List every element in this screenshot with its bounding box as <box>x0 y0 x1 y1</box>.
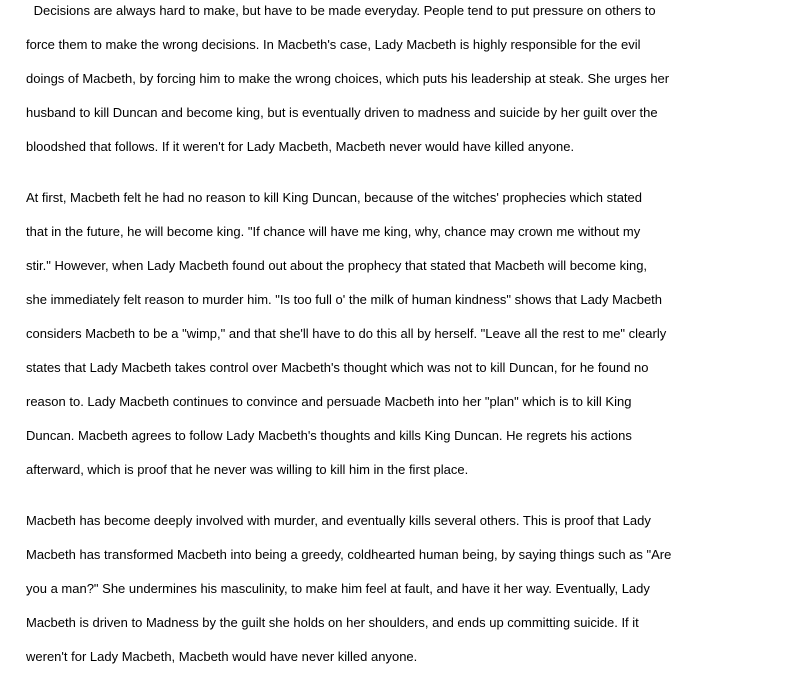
paragraph-1-line-2: force them to make the wrong decisions. In Macbeth's case, Lady Macbeth is highly responsible for the evil <box>26 37 641 52</box>
paragraph-2-line-8: Duncan. Macbeth agrees to follow Lady Macbeth's thoughts and kills King Duncan. He regrets his actions <box>26 428 632 443</box>
paragraph-2-line-9: afterward, which is proof that he never was willing to kill him in the first place. <box>26 462 469 477</box>
paragraph-2-line-3: stir." However, when Lady Macbeth found out about the prophecy that stated that Macbeth will become king, <box>26 258 648 273</box>
paragraph-3-line-4: Macbeth is driven to Madness by the guilt she holds on her shoulders, and ends up committing suicide. If it <box>26 615 639 630</box>
paragraph-2-line-7: reason to. Lady Macbeth continues to convince and persuade Macbeth into her "plan" which is to kill King <box>26 394 632 409</box>
paragraph-1-line-4: husband to kill Duncan and become king, but is eventually driven to madness and suicide by her guilt over the <box>26 105 658 120</box>
paragraph-2-line-5: considers Macbeth to be a "wimp," and that she'll have to do this all by herself. "Leave all the rest to me" clearly <box>26 326 667 341</box>
paragraph-3-line-2: Macbeth has transformed Macbeth into being a greedy, coldhearted human being, by saying things such as "Are <box>26 547 672 562</box>
paragraph-2-line-6: states that Lady Macbeth takes control over Macbeth's thought which was not to kill Duncan, for he found no <box>26 360 649 375</box>
paragraph-1-line-1: Decisions are always hard to make, but have to be made everyday. People tend to put pressure on others to <box>30 3 656 18</box>
paragraph-2-line-2: that in the future, he will become king. "If chance will have me king, why, chance may crown me without my <box>26 224 641 239</box>
paragraph-3-line-3: you a man?" She undermines his masculinity, to make him feel at fault, and have it her way. Eventually, Lady <box>26 581 650 596</box>
paragraph-2-line-1: At first, Macbeth felt he had no reason to kill King Duncan, because of the witches' prophecies which stated <box>26 190 642 205</box>
paragraph-3-line-5: weren't for Lady Macbeth, Macbeth would have never killed anyone. <box>26 649 418 664</box>
paragraph-1-line-3: doings of Macbeth, by forcing him to make the wrong choices, which puts his leadership at steak. She urges her <box>26 71 670 86</box>
paragraph-3-line-1: Macbeth has become deeply involved with murder, and eventually kills several others. This is proof that Lady <box>26 513 651 528</box>
paragraph-1-line-5: bloodshed that follows. If it weren't for Lady Macbeth, Macbeth never would have killed anyone. <box>26 139 575 154</box>
paragraph-2-line-4: she immediately felt reason to murder him. "Is too full o' the milk of human kindness" shows that Lady Macbeth <box>26 292 663 307</box>
